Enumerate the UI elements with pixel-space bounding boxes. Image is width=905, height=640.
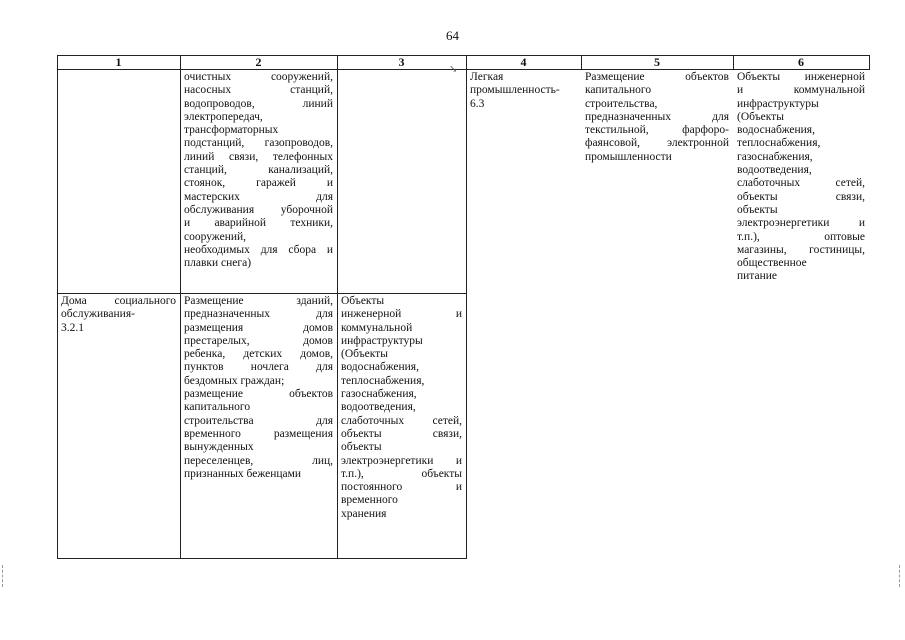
cell-text-line: подстанций, газопроводов, — [184, 137, 333, 150]
col-border-3-4 — [466, 55, 467, 559]
cell-text-line: ребенка, детских домов, — [184, 348, 333, 361]
cell-text-line: 3.2.1 — [61, 321, 84, 334]
cell-text-line: постоянного и — [341, 481, 462, 494]
cell-r2-c2 — [184, 295, 333, 481]
cell-text-line: питание — [737, 270, 777, 283]
cell-text-line: инженерной и — [341, 308, 462, 321]
cell-text-line: плавки снега) — [184, 257, 252, 270]
cell-text-line: коммунальной — [341, 321, 413, 334]
cell-text-line: магазины, гостиницы, — [737, 243, 865, 256]
cell-text-line: признанных беженцами — [184, 467, 302, 480]
scan-edge-mark-right — [899, 565, 903, 587]
col-border-1-2 — [180, 55, 181, 559]
cell-r1-c6 — [737, 71, 865, 284]
cell-text-line: предназначенных для — [585, 110, 729, 123]
cell-text-line: т.п.), объекты — [341, 467, 462, 480]
column-header-2: 2 — [255, 55, 262, 69]
cell-text-line: водоотведения, — [341, 401, 416, 414]
table-bottom-border — [57, 558, 467, 559]
cell-text-line: временного — [341, 494, 398, 507]
cell-text-line: необходимых для сбора и — [184, 243, 333, 256]
cell-text-line: водоснабжения, — [737, 124, 815, 137]
cell-text-line: теплоснабжения, — [737, 137, 821, 150]
column-header-4: 4 — [520, 55, 527, 69]
column-header-6: 6 — [798, 55, 804, 69]
column-header-3: 3 — [398, 55, 405, 69]
cell-text-line: сооружений, — [184, 230, 247, 243]
cell-text-line: трансформаторных — [184, 124, 279, 137]
col-border-right — [869, 55, 870, 69]
cell-text-line: и аварийной техники, — [184, 217, 333, 230]
cell-r1-c5 — [585, 71, 729, 164]
cell-text-line: инфраструктуры — [341, 334, 423, 347]
cell-r1-c2 — [184, 71, 333, 270]
cell-text-line: слаботочных сетей, — [737, 177, 865, 190]
cell-text-line: переселенцев, лиц, — [184, 454, 333, 467]
cell-text-line: 6.3 — [470, 97, 485, 110]
row-divider — [57, 293, 467, 294]
cell-text-line: Размещение зданий, — [184, 295, 333, 307]
column-header-5: 5 — [654, 55, 660, 69]
column-header-1: 1 — [115, 55, 122, 69]
cell-text-line: строительства для — [184, 414, 333, 427]
cell-text-line: слаботочных сетей, — [341, 414, 462, 427]
cell-text-line: (Объекты — [341, 348, 388, 361]
header-bottom-border — [57, 69, 870, 70]
col-border-left — [57, 55, 58, 559]
cell-text-line: объекты — [737, 203, 778, 216]
cell-text-line: Объекты инженерной — [737, 71, 865, 83]
cell-text-line: размещение объектов — [184, 388, 333, 401]
cell-text-line: пунктов ночлега для — [184, 361, 333, 374]
cell-text-line: бездомных граждан; — [184, 374, 285, 387]
cell-text-line: Дома социального — [61, 295, 176, 307]
cell-text-line: предназначенных для — [184, 308, 333, 321]
cell-text-line: престарелых, домов — [184, 334, 333, 347]
cell-text-line: текстильной, фарфоро- — [585, 124, 729, 137]
cell-r2-c3 — [341, 295, 462, 521]
cell-text-line: станций, канализаций, — [184, 164, 333, 177]
cell-text-line: капитального — [184, 401, 251, 414]
cell-text-line: электропередач, — [184, 110, 263, 123]
cell-text-line: обслуживания уборочной — [184, 203, 333, 216]
cell-text-line: строительства, — [585, 97, 658, 110]
cell-text-line: Размещение объектов — [585, 71, 729, 83]
cell-text-line: насосных станций, — [184, 84, 333, 97]
page-number: 64 — [446, 28, 459, 43]
cell-text-line: объекты — [341, 441, 382, 454]
cell-text-line: Легкая — [470, 71, 504, 83]
cell-text-line: промышленность- — [470, 84, 560, 97]
cell-text-line: временного размещения — [184, 427, 333, 440]
cell-text-line: общественное — [737, 257, 807, 270]
cell-text-line: электроэнергетики и — [341, 454, 462, 467]
cell-r2-c1 — [61, 295, 176, 335]
cell-text-line: Объекты — [341, 295, 385, 307]
cell-text-line: газоснабжения, — [737, 150, 813, 163]
cell-text-line: водоснабжения, — [341, 361, 419, 374]
cell-text-line: вынужденных — [184, 441, 254, 454]
cell-text-line: размещения домов — [184, 321, 333, 334]
cell-text-line: водоотведения, — [737, 164, 812, 177]
cell-text-line: теплоснабжения, — [341, 374, 425, 387]
cell-text-line: объекты связи, — [737, 190, 865, 203]
col-border-2-3 — [337, 55, 338, 559]
scan-edge-mark-left — [2, 565, 6, 587]
cell-text-line: фаянсовой, электронной — [585, 137, 729, 150]
cell-text-line: обслуживания- — [61, 308, 135, 321]
cell-text-line: (Объекты — [737, 110, 784, 123]
cell-text-line: т.п.), оптовые — [737, 230, 865, 243]
cell-text-line: очистных сооружений, — [184, 71, 333, 83]
cell-text-line: газоснабжения, — [341, 388, 417, 401]
cell-r1-c4 — [470, 71, 577, 111]
cell-text-line: и коммунальной — [737, 84, 865, 97]
cell-text-line: капитального — [585, 84, 652, 97]
cell-text-line: водопроводов, линий — [184, 97, 333, 110]
cell-text-line: промышленности — [585, 150, 672, 163]
cell-text-line: электроэнергетики и — [737, 217, 865, 230]
cell-text-line: объекты связи, — [341, 427, 462, 440]
cell-text-line: хранения — [341, 507, 387, 520]
cell-text-line: мастерских для — [184, 190, 333, 203]
cell-text-line: инфраструктуры — [737, 97, 819, 110]
cell-text-line: линий связи, телефонных — [184, 150, 333, 163]
cell-text-line: стоянок, гаражей и — [184, 177, 333, 190]
cursor-mark: ↘ — [449, 64, 458, 75]
